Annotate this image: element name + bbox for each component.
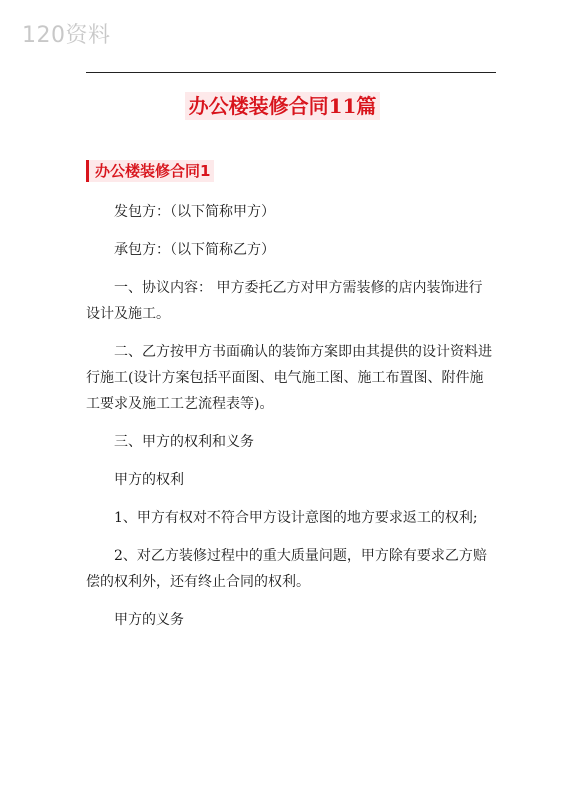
paragraph: 甲方的权利 [114, 472, 184, 488]
paragraph: 一、协议内容： 甲方委托乙方对甲方需装修的店内装饰进行设计及施工。 [86, 280, 483, 322]
paragraph: 三、甲方的权利和义务 [114, 434, 254, 450]
paragraph: 二、乙方按甲方书面确认的装饰方案即由其提供的设计资料进行施工(设计方案包括平面图、电气施工图、施工布置图、附件施工要求及施工工艺流程表等)。 [86, 344, 492, 412]
watermark-logo: 120资料 [22, 23, 111, 48]
section-heading: 办公楼装修合同1 [86, 160, 214, 182]
document-body [86, 199, 496, 645]
document-title-text: 办公楼装修合同11篇 [185, 92, 381, 120]
paragraph: 发包方：（以下简称甲方） [114, 204, 275, 220]
paragraph: 甲方的义务 [114, 612, 184, 628]
paragraph: 承包方：（以下简称乙方） [114, 242, 275, 258]
paragraph: 1、甲方有权对不符合甲方设计意图的地方要求返工的权利; [114, 510, 478, 526]
document-title [0, 92, 565, 120]
paragraph: 2、对乙方装修过程中的重大质量问题，甲方除有要求乙方赔偿的权利外，还有终止合同的权利。 [86, 548, 487, 590]
header-rule [86, 72, 496, 73]
